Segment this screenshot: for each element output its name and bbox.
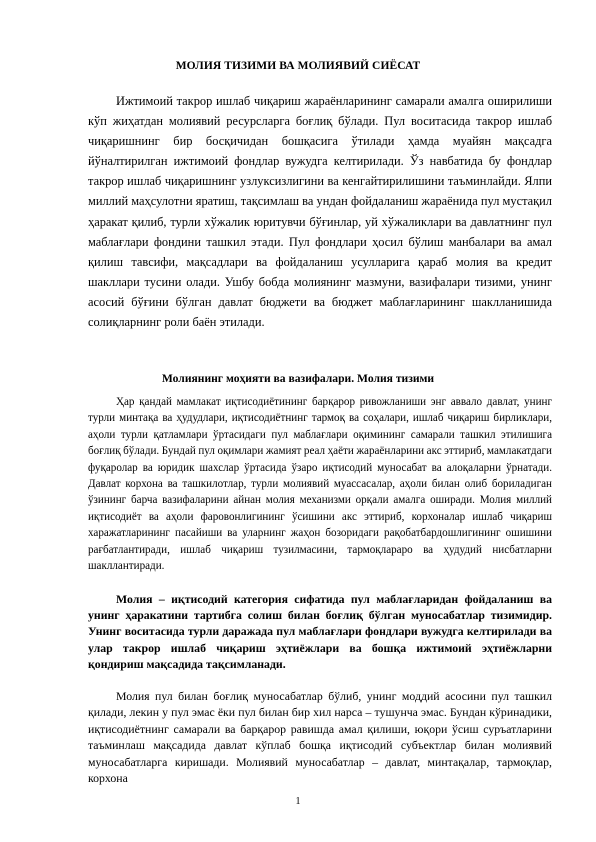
body-paragraph: Ҳар қандай мамлакат иқтисодиётининг барқарор ривожланиши энг аввало давлат, унинг турли минтақа ва ҳудудлари, иқтисодиётнинг тармоқ ва соҳалари, ишлаб чиқариш бирликлари, аҳоли турли қатламлари ўртасидаги пул маблағлари оқимининг самарали ташкил этилишига боғлиқ бўлади. Бундай пул оқимлари жамият реал ҳаёти жараёнларини акс эттириб, мамлакатдаги фуқаролар ва юридик шахслар ўртасида ўзаро иқтисодий муносабат ва алоқаларни ўрнатади. Давлат корхона ва ташкилотлар, турли молиявий муассасалар, аҳоли билан олиб бориладиган ўзининг барча вазифаларини айнан молия механизми орқали амалга оширади. Молия миллий иқтисодиёт ва аҳоли фаровонлигининг ўсишини акс эттириб, корхоналар ишлаб чиқариш харажатларининг пасайиши ва уларнинг жаҳон бозоридаги рақобатбардошлигининг ошишини рағбатлантиради, ишлаб чиқариш тузилмасини, тармоқлараро ва ҳудудий нисбатларни шакллантиради. [88,396,552,573]
body-paragraph: Молия пул билан боғлиқ муносабатлар бўлиб, унинг моддий асосини пул ташкил қилади, лекин у пул эмас ёки пул билан бир хил нарса – тушунча эмас. Бундан кўринадики, иқтисодиётнинг самарали ва барқарор равишда амал қилиши, юқори ўсиш суръатларини таъминлаш мақсадида давлат кўплаб бошқа иқтисодий субъектлар билан молиявий муносабатларга киришади. Молиявий муносабатлар – давлат, минтақалар, тармоқлар, корхона [88,689,552,786]
definition-paragraph: Молия – иқтисодий категория сифатида пул маблағларидан фойдаланиш ва унинг ҳаракатини тартибга солиш билан боғлиқ бўлган муносабатлар тизимидир. Унинг воситасида турли даражада пул маблағлари фондлари вужудга келтирилади ва улар такрор ишлаб чиқариш эҳтиёжлари ва бошқа ижтимоий эҳтиёжларни қондириш мақсадида тақсимланади. [88,592,552,671]
page-number: 1 [295,796,301,807]
document-title: МОЛИЯ ТИЗИМИ ВА МОЛИЯВИЙ СИЁСАТ [175,60,421,72]
intro-paragraph: Ижтимоий такрор ишлаб чиқариш жараёнларининг самарали амалга оширилиши кўп жиҳатдан молиявий ресурсларга боғлиқ бўлади. Пул воситасида такрор ишлаб чиқаришнинг бир босқичидан бошқасига ўтилади ҳамда муайян мақсадга йўналтирилган ижтимоий фондлар вужудга келтирилади. Ўз навбатида бу фондлар такрор ишлаб чиқаришнинг узлуксизлигини ва кенгайтирилишини таъминлайди. Ялпи миллий маҳсулотни яратиш, тақсимлаш ва ундан фойдаланиш жараёнида пул мустақил ҳаракат қилиб, турли хўжалик юритувчи бўғинлар, уй хўжаликлари ва давлатнинг пул маблағлари фондини ташкил этади. Пул фондлари ҳосил бўлиш манбалари ва амал қилиш тавсифи, мақсадлари ва фойдаланиш усулларига қараб молия ва кредит шакллари тусини олади. Ушбу бобда молиянинг мазмуни, вазифалари тизими, унинг асосий бўғини бўлган давлат бюджети ва бюджет маблағларининг шаклланишида солиқларнинг роли баён этилади. [88,94,552,330]
section-heading: Молиянинг моҳияти ва вазифалари. Молия тизими [161,372,435,385]
